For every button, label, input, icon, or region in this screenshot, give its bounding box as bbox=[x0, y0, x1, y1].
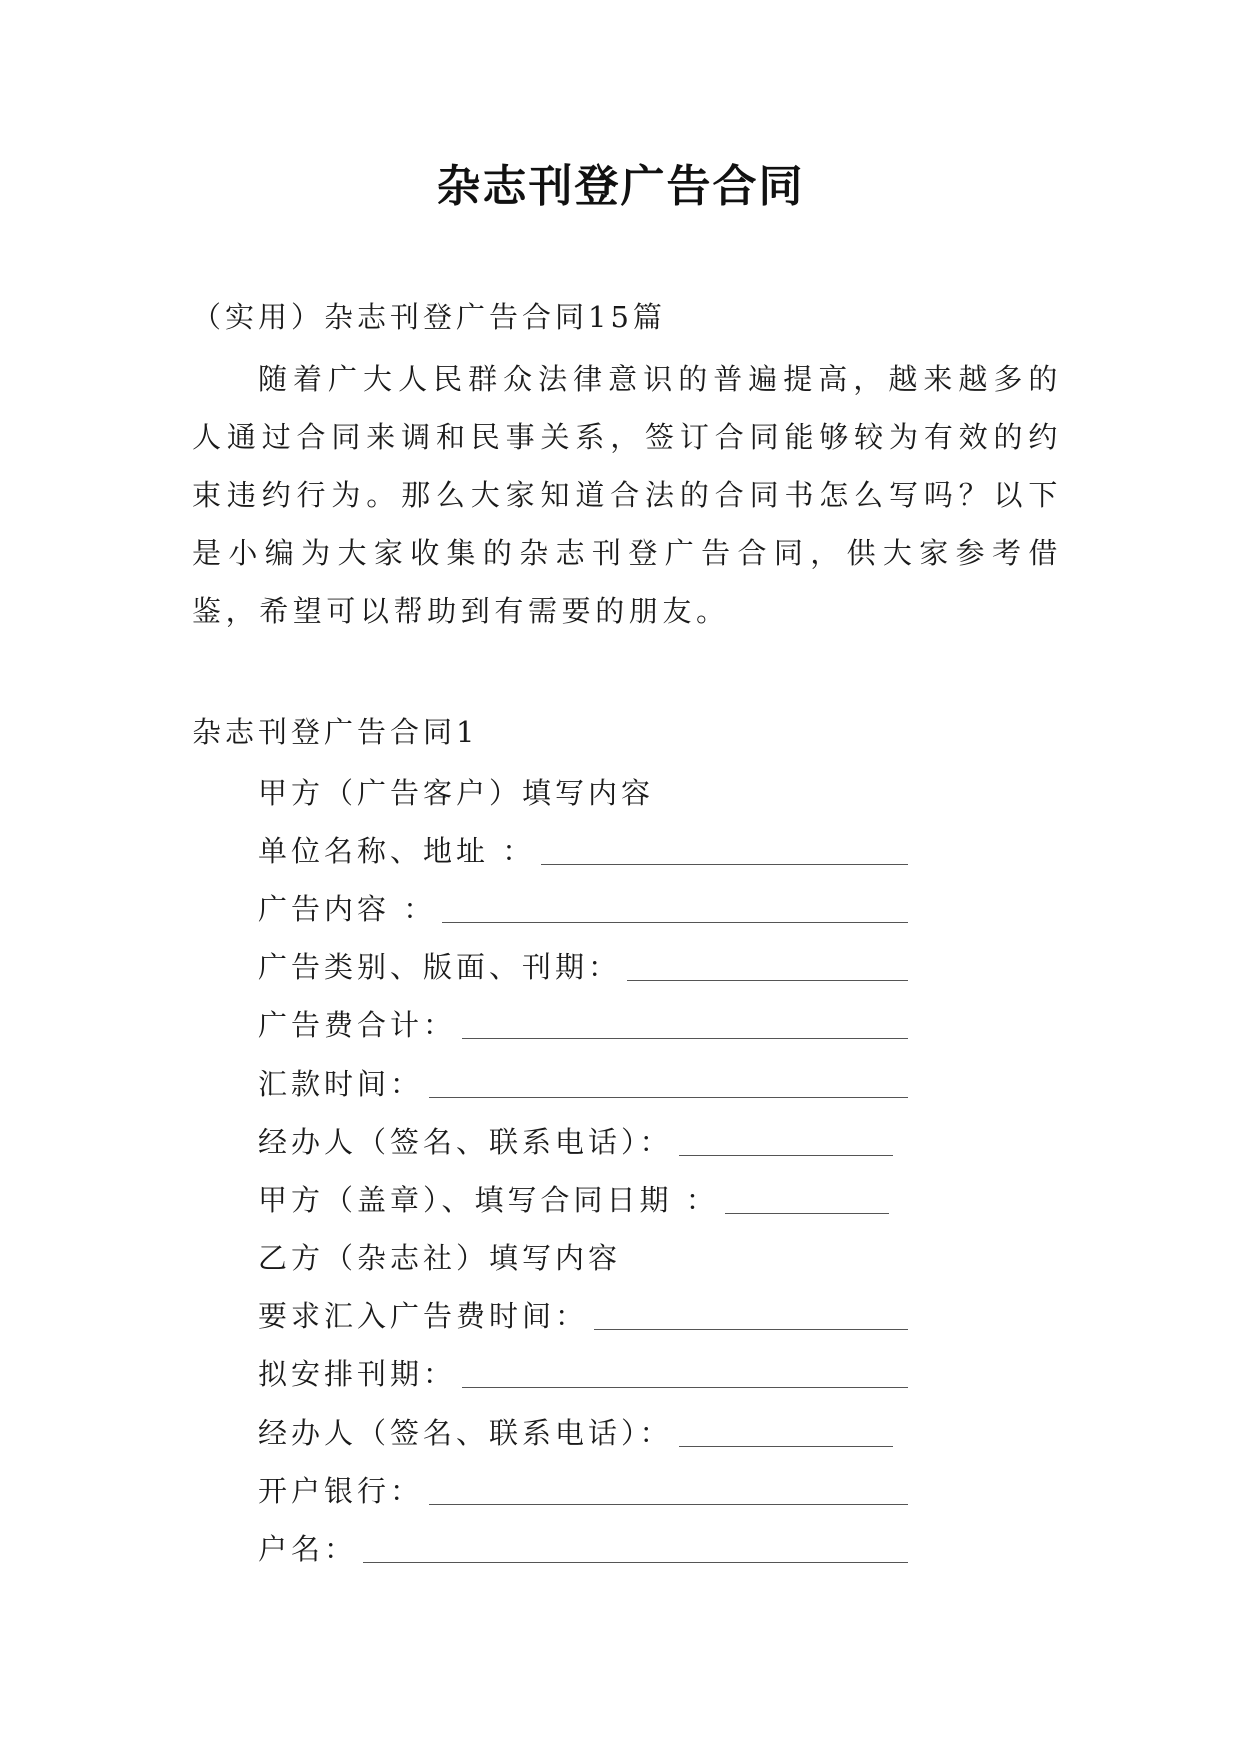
party-b-heading-label: 乙方（杂志社）填写内容 bbox=[258, 1241, 622, 1276]
blank-line-remit-time[interactable] bbox=[429, 1067, 908, 1098]
blank-line-bank[interactable] bbox=[429, 1474, 908, 1505]
field-row-ad-category bbox=[258, 937, 908, 995]
field-row-planned-issue bbox=[258, 1344, 908, 1402]
field-label-handler-a: 经办人（签名、联系电话）： bbox=[258, 1124, 673, 1159]
section-title: 杂志刊登广告合同1 bbox=[192, 715, 479, 749]
blank-line-ad-fee-total[interactable] bbox=[462, 1008, 908, 1039]
field-row-ad-content bbox=[258, 878, 908, 936]
document-title: 杂志刊登广告合同 bbox=[436, 161, 805, 212]
blank-line-ad-category[interactable] bbox=[627, 950, 908, 981]
blank-line-ad-content[interactable] bbox=[442, 892, 908, 923]
field-label-ad-content: 广告内容 ： bbox=[258, 891, 437, 926]
field-label-ad-fee-total: 广告费合计： bbox=[258, 1008, 457, 1043]
field-row-remit-time bbox=[258, 1053, 908, 1111]
field-row-bank bbox=[258, 1460, 908, 1518]
blank-line-account-name[interactable] bbox=[363, 1532, 908, 1563]
party-a-heading-label: 甲方（广告客户）填写内容 bbox=[258, 775, 655, 810]
field-label-party-a-seal-date: 甲方（盖章）、填写合同日期 ： bbox=[258, 1182, 719, 1217]
field-row-handler-b bbox=[258, 1402, 908, 1460]
field-label-required-remit-time: 要求汇入广告费时间： bbox=[258, 1299, 589, 1334]
blank-line-party-a-seal-date[interactable] bbox=[725, 1183, 889, 1214]
blank-line-required-remit-time[interactable] bbox=[594, 1299, 908, 1330]
field-label-planned-issue: 拟安排刊期： bbox=[258, 1357, 457, 1392]
blank-line-handler-a[interactable] bbox=[679, 1125, 893, 1156]
field-row-handler-a bbox=[258, 1111, 908, 1169]
field-row-required-remit-time bbox=[258, 1286, 908, 1344]
field-label-account-name: 户名： bbox=[258, 1532, 358, 1567]
field-label-bank: 开户银行： bbox=[258, 1473, 424, 1508]
party-b-heading bbox=[258, 1228, 908, 1286]
field-label-ad-category: 广告类别、版面、刊期： bbox=[258, 950, 622, 985]
party-a-heading bbox=[258, 762, 908, 820]
blank-line-planned-issue[interactable] bbox=[462, 1357, 908, 1388]
field-label-handler-b: 经办人（签名、联系电话）： bbox=[258, 1415, 673, 1450]
field-row-party-a-seal-date bbox=[258, 1169, 908, 1227]
field-row-account-name bbox=[258, 1518, 908, 1576]
field-row-company-address bbox=[258, 820, 908, 878]
field-label-remit-time: 汇款时间： bbox=[258, 1066, 424, 1101]
intro-paragraph: 随着广大人民群众法律意识的普遍提高，越来越多的人通过合同来调和民事关系，签订合同能够较为有效的约束违约行为。那么大家知道合法的合同书怎么写吗？以下是小编为大家收集的杂志刊登广告合同，供大家参考借鉴，希望可以帮助到有需要的朋友。 bbox=[192, 362, 1062, 628]
contract-fields bbox=[258, 762, 908, 1577]
field-row-ad-fee-total bbox=[258, 995, 908, 1053]
field-label-company-address: 单位名称、地址 ： bbox=[258, 833, 536, 868]
blank-line-handler-b[interactable] bbox=[679, 1416, 893, 1447]
blank-line-company-address[interactable] bbox=[541, 834, 908, 865]
document-subtitle: （实用）杂志刊登广告合同15篇 bbox=[192, 300, 666, 334]
